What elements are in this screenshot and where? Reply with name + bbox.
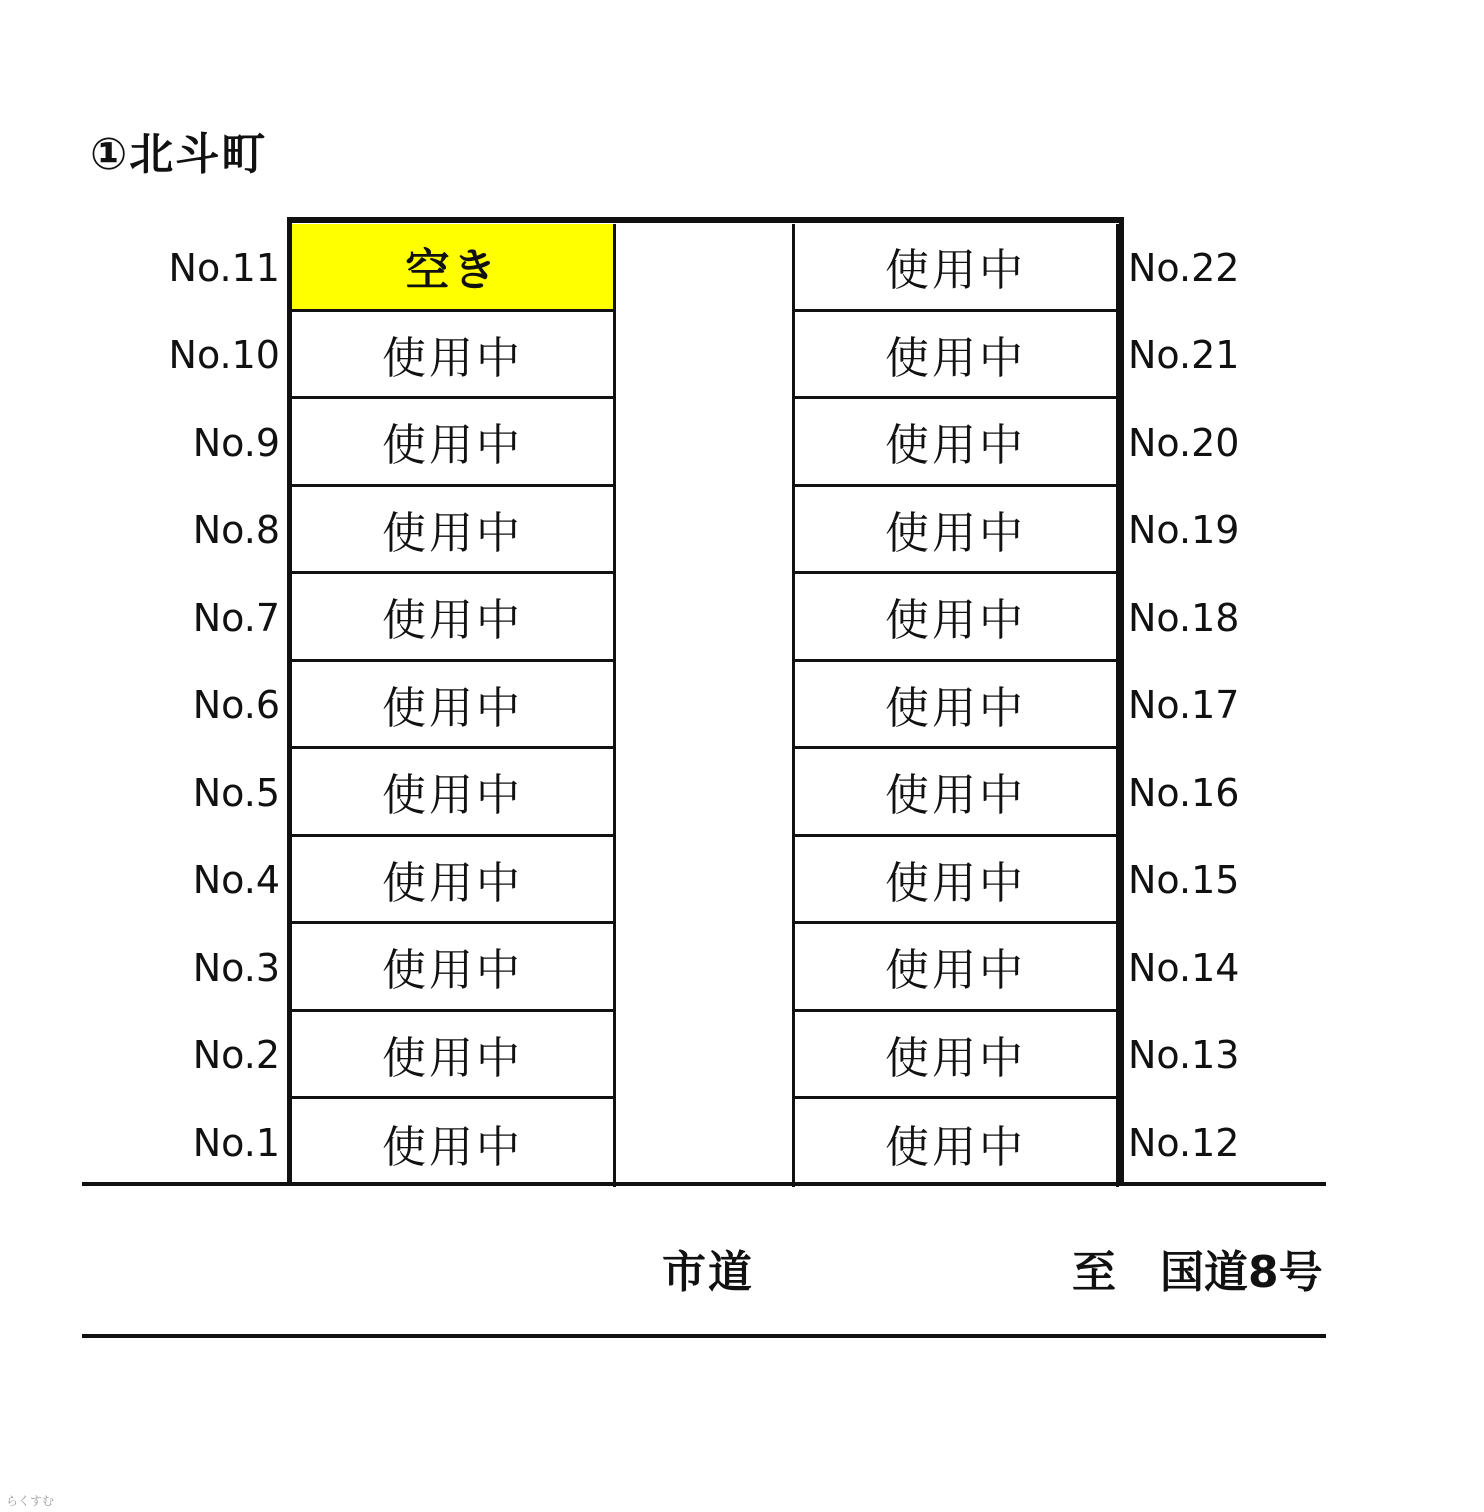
space-number-left: No.4: [192, 858, 280, 903]
road-name: 市道: [662, 1247, 754, 1298]
page-title: ①北斗町: [90, 129, 268, 180]
space-number-left: No.10: [168, 333, 280, 378]
space-number-right: No.22: [1128, 245, 1240, 290]
parking-space: 使用中: [292, 749, 616, 837]
space-number-right: No.14: [1128, 945, 1240, 990]
road-edge-bottom: [82, 1334, 1326, 1338]
parking-space: 使用中: [792, 837, 1119, 925]
parking-space: 使用中: [792, 399, 1119, 487]
space-number-right: No.21: [1128, 333, 1240, 378]
space-number-left: No.6: [192, 683, 280, 728]
space-number-right: No.12: [1128, 1120, 1240, 1165]
left-space-numbers: [120, 224, 280, 1187]
space-number-left: No.2: [192, 1033, 280, 1078]
right-space-numbers: [1128, 224, 1328, 1187]
parking-space: 使用中: [292, 399, 616, 487]
space-number-left: No.5: [192, 770, 280, 815]
space-number-left: No.3: [192, 945, 280, 990]
watermark: らくすむ: [6, 1494, 55, 1508]
parking-space: 使用中: [792, 574, 1119, 662]
parking-space: 使用中: [292, 837, 616, 925]
parking-space: 空き: [292, 224, 616, 312]
parking-space: 使用中: [792, 1012, 1119, 1100]
space-number-right: No.15: [1128, 858, 1240, 903]
road-direction: 至 国道8号: [1072, 1247, 1323, 1298]
space-number-left: No.1: [192, 1120, 280, 1165]
parking-space: 使用中: [292, 487, 616, 575]
space-number-left: No.7: [192, 595, 280, 640]
parking-space: 使用中: [792, 749, 1119, 837]
parking-space: 使用中: [292, 312, 616, 400]
space-number-left: No.11: [168, 245, 280, 290]
left-parking-column: [292, 224, 616, 1187]
space-number-left: No.8: [192, 508, 280, 553]
parking-space: 使用中: [792, 312, 1119, 400]
parking-space: 使用中: [292, 662, 616, 750]
parking-space: 使用中: [292, 1099, 616, 1187]
parking-space: 使用中: [792, 662, 1119, 750]
parking-space: 使用中: [292, 924, 616, 1012]
space-number-right: No.17: [1128, 683, 1240, 728]
parking-space: 使用中: [792, 924, 1119, 1012]
road-edge-top: [82, 1182, 1326, 1186]
space-number-right: No.19: [1128, 508, 1240, 553]
space-number-right: No.18: [1128, 595, 1240, 640]
right-parking-column: [792, 224, 1119, 1187]
parking-space: 使用中: [792, 487, 1119, 575]
parking-space: 使用中: [792, 1099, 1119, 1187]
parking-space: 使用中: [792, 224, 1119, 312]
space-number-right: No.13: [1128, 1033, 1240, 1078]
parking-space: 使用中: [292, 574, 616, 662]
parking-space: 使用中: [292, 1012, 616, 1100]
space-number-right: No.16: [1128, 770, 1240, 815]
space-number-left: No.9: [192, 420, 280, 465]
space-number-right: No.20: [1128, 420, 1240, 465]
